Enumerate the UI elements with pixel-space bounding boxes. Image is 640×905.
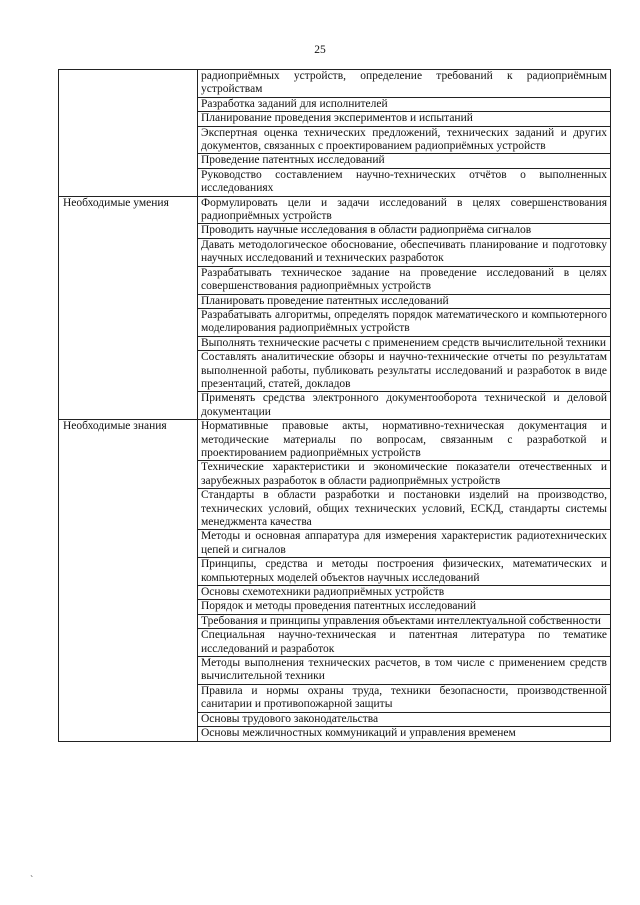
item-text: Планировать проведение патентных исследований <box>198 294 611 308</box>
item-text: Формулировать цели и задачи исследований в целях совершенствования радиоприёмных устройств <box>198 196 611 224</box>
item-text: Выполнять технические расчеты с применением средств вычислительной техники <box>198 336 611 350</box>
page-number: 25 <box>314 44 326 56</box>
item-text: Правила и нормы охраны труда, техники безопасности, производственной санитарии и противопожарной защиты <box>198 684 611 712</box>
corner-mark: ` <box>30 875 34 886</box>
item-text: Нормативные правовые акты, нормативно-техническая документация и методические материалы по вопросам, связанным с разработкой и проектированием радиоприёмных устройств <box>198 420 611 461</box>
table-row <box>59 70 611 98</box>
item-text: Методы и основная аппаратура для измерения характеристик радиотехнических цепей и сигналов <box>198 530 611 558</box>
item-text: Составлять аналитические обзоры и научно-технические отчеты по результатам выполненной работы, публиковать результаты исследований и разработок в виде презентаций, статей, докладов <box>198 351 611 392</box>
item-text: Проводить научные исследования в области радиоприёма сигналов <box>198 224 611 238</box>
item-text: Основы схемотехники радиоприёмных устройств <box>198 586 611 600</box>
item-text: Требования и принципы управления объектами интеллектуальной собственности <box>198 614 611 628</box>
item-text: Разрабатывать техническое задание на проведение исследований в целях совершенствования радиоприёмных устройств <box>198 266 611 294</box>
item-text: Применять средства электронного документооборота технической и деловой документации <box>198 392 611 420</box>
item-text: Планирование проведения экспериментов и испытаний <box>198 112 611 126</box>
table-row <box>59 196 611 224</box>
section-label <box>59 70 198 197</box>
item-text: Разработка заданий для исполнителей <box>198 97 611 111</box>
item-text: Порядок и методы проведения патентных исследований <box>198 600 611 614</box>
item-text: Руководство составлением научно-технических отчётов о выполненных исследованиях <box>198 168 611 196</box>
item-text: Основы трудового законодательства <box>198 712 611 726</box>
competency-table <box>58 69 611 742</box>
section-label: Необходимые умения <box>59 196 198 420</box>
item-text: Принципы, средства и методы построения физических, математических и компьютерных моделей объектов научных исследований <box>198 558 611 586</box>
item-text: Основы межличностных коммуникаций и управления временем <box>198 727 611 741</box>
item-text: Специальная научно-техническая и патентная литература по тематике исследований и разработок <box>198 629 611 657</box>
item-text: Проведение патентных исследований <box>198 154 611 168</box>
item-text: Стандарты в области разработки и постановки изделий на производство, технических условий, общих технических условий, ЕСКД, стандарты системы менеджмента качества <box>198 489 611 530</box>
item-text: Методы выполнения технических расчетов, в том числе с применением средств вычислительной техники <box>198 657 611 685</box>
item-text: Экспертная оценка технических предложений, технических заданий и других документов, связанных с проектированием радиоприёмных устройств <box>198 126 611 154</box>
item-text: Разрабатывать алгоритмы, определять порядок математического и компьютерного моделирования радиоприёмных устройств <box>198 308 611 336</box>
item-text: Технические характеристики и экономические показатели отечественных и зарубежных разработок в области радиоприёмных устройств <box>198 461 611 489</box>
table-row <box>59 420 611 461</box>
item-text: радиоприёмных устройств, определение требований к радиоприёмным устройствам <box>198 70 611 98</box>
section-label: Необходимые знания <box>59 420 198 741</box>
item-text: Давать методологическое обоснование, обеспечивать планирование и подготовку научных исследований и технических разработок <box>198 238 611 266</box>
